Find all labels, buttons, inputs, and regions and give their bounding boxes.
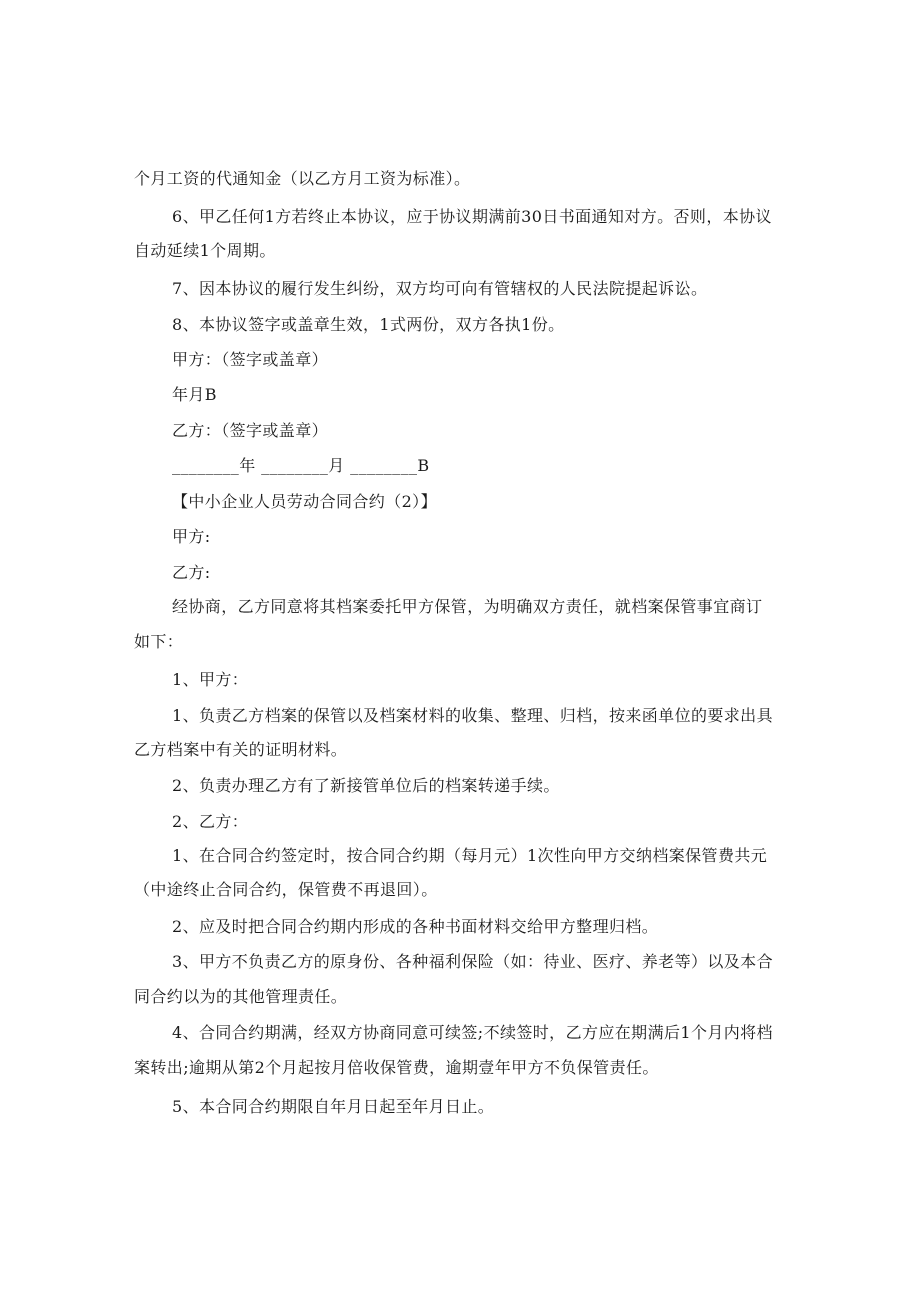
party-b-item-4-continuation: 案转出;逾期从第2个月起按月倍收保管费，逾期壹年甲方不负保管责任。: [134, 1058, 659, 1077]
party-a-date: 年月B: [172, 385, 217, 404]
clause-5-term: 5、本合同合约期限自年月日起至年月日止。: [172, 1097, 495, 1116]
clause-6: 6、甲乙任何1方若终止本协议，应于协议期满前30日书面通知对方。否则，本协议: [172, 207, 772, 226]
preamble: 经协商，乙方同意将其档案委托甲方保管，为明确双方责任，就档案保管事宜商订: [172, 597, 763, 616]
party-b-item-4: 4、合同合约期满，经双方协商同意可续签;不续签时，乙方应在期满后1个月内将档: [172, 1023, 773, 1042]
party-b-item-1: 1、在合同合约签定时，按合同合约期（每月元）1次性向甲方交纳档案保管费共元: [172, 846, 768, 865]
party-b-item-1-continuation: （中途终止合同合约，保管费不再退回）。: [134, 880, 438, 899]
party-b-date: ________年 ________月 ________B: [172, 456, 430, 475]
party-b-signature: 乙方：（签字或盖章）: [172, 421, 329, 440]
party-b-heading: 2、乙方：: [172, 812, 249, 831]
party-a-item-1: 1、负责乙方档案的保管以及档案材料的收集、整理、归档，按来函单位的要求出具: [172, 706, 773, 725]
section-title: 【中小企业人员劳动合同合约（2）】: [172, 492, 437, 511]
preamble-continuation: 如下：: [134, 632, 184, 651]
clause-6-continuation: 自动延续1个周期。: [134, 241, 276, 260]
party-a-label: 甲方:: [172, 527, 211, 546]
clause-8: 8、本协议签字或盖章生效，1式两份，双方各执1份。: [172, 315, 565, 334]
party-b-item-3-continuation: 同合约以为的其他管理责任。: [134, 987, 348, 1006]
clause-7: 7、因本协议的履行发生纠纷，双方均可向有管辖权的人民法院提起诉讼。: [172, 279, 708, 298]
party-a-heading: 1、甲方：: [172, 670, 249, 689]
party-a-signature: 甲方：（签字或盖章）: [172, 350, 329, 369]
party-b-item-3: 3、甲方不负责乙方的原身份、各种福利保险（如：待业、医疗、养老等）以及本合: [172, 952, 773, 971]
party-a-item-2: 2、负责办理乙方有了新接管单位后的档案转递手续。: [172, 776, 560, 795]
party-b-item-2: 2、应及时把合同合约期内形成的各种书面材料交给甲方整理归档。: [172, 917, 659, 936]
party-b-label: 乙方:: [172, 563, 211, 582]
clause-5-continuation: 个月工资的代通知金（以乙方月工资为标准）。: [134, 169, 471, 188]
party-a-item-1-continuation: 乙方档案中有关的证明材料。: [134, 740, 348, 759]
